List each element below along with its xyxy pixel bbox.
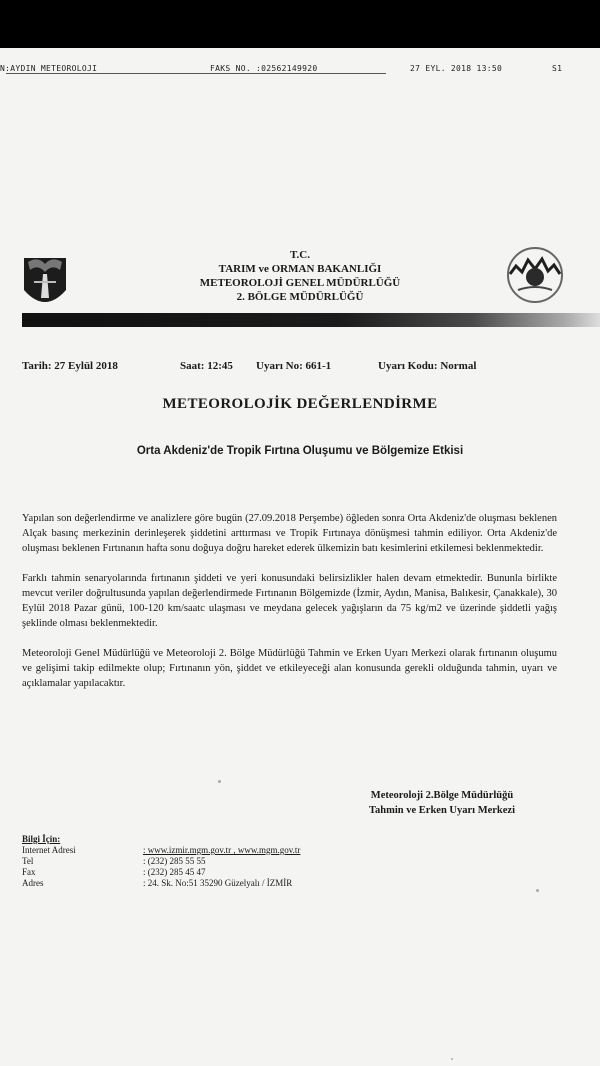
org-line-tc: T.C. [290,249,310,261]
document-body [22,511,557,706]
fax-number: FAKS NO. :02562149920 [210,64,318,73]
scan-speck [536,889,539,892]
scan-speck [451,1058,453,1060]
org-line-directorate: METEOROLOJİ GENEL MÜDÜRLÜĞÜ [199,277,401,289]
meta-warning-code: Uyarı Kodu: Normal [378,360,477,372]
contact-info-title: Bilgi İçin: [22,834,61,844]
contact-label: Adres [22,878,44,888]
fax-page: S1 [552,64,563,73]
org-line-ministry: TARIM ve ORMAN BAKANLIĞI [218,263,382,275]
header-band [22,313,600,327]
meteorology-logo-icon [504,244,566,306]
body-paragraph-1: Yapılan son değerlendirme ve analizlere göre bugün (27.09.2018 Perşembe) öğleden sonra Orta Akdeniz'de oluşması beklenen Alçak basınç merkezinin derinleşerek şiddetini arttırması ve Tropik Fırtınaya dönüşmesi tahmin ediliyor. Orta Akdeniz'de oluşması beklenen Fırtınanın hafta sonu doğuya doğru hareket ederek ülkemizin batı kesimlerini etkilemesi beklenmektedir. [22,513,557,554]
contact-row [22,845,582,856]
meta-date: Tarih: 27 Eylül 2018 [22,360,118,372]
document-title: METEOROLOJİK DEĞERLENDİRME [162,396,438,412]
contact-website[interactable]: : www.izmir.mgm.gov.tr , www.mgm.gov.tr [143,845,301,855]
fax-sender: N:AYDIN METEOROLOJI [0,64,98,73]
contact-label: Internet Adresi [22,845,76,855]
signature-block [342,788,542,818]
signature-line-1: Meteoroloji 2.Bölge Müdürlüğü [370,790,514,801]
fax-date-time: 27 EYL. 2018 13:50 [410,64,503,73]
contact-tel: : (232) 285 55 55 [143,856,206,866]
fax-document [0,48,600,1066]
contact-fax: : (232) 285 45 47 [143,867,206,877]
contact-address: : 24. Sk. No:51 35290 Güzelyalı / İZMİR [143,878,293,888]
contact-info [22,834,582,889]
fax-header [0,64,600,80]
fax-header-rule [6,73,386,74]
contact-label: Tel [22,856,34,866]
contact-label: Fax [22,867,36,877]
document-subtitle: Orta Akdeniz'de Tropik Fırtına Oluşumu ve Bölgemize Etkisi [136,445,464,457]
contact-row [22,867,582,878]
signature-line-2: Tahmin ve Erken Uyarı Merkezi [368,805,515,816]
body-paragraph-3: Meteoroloji Genel Müdürlüğü ve Meteoroloji 2. Bölge Müdürlüğü Tahmin ve Erken Uyarı Merkezi olarak fırtınanın oluşumu ve gelişimi takip edilmekte olup; Fırtınanın yön, şiddet ve etkileyeceği alan konusunda gerekli olduğunda tahmin, uyarı ve açıklamalar yapılacaktır. [22,648,557,689]
scan-speck [218,780,221,783]
contact-row [22,878,582,889]
contact-row [22,856,582,867]
ministry-logo-icon [22,252,68,312]
body-paragraph-2: Farklı tahmin senaryolarında fırtınanın şiddeti ve yeri konusundaki belirsizlikler halen devam etmektedir. Bununla birlikte mevcut veriler doğrultusunda yapılan değerlendirmede Fırtınanın Bölgemizde (İzmir, Aydın, Manisa, Balıkesir, Çanakkale), 30 Eylül 2018 Pazar günü, 100-120 km/saatc ulaşması ve meydana gelecek yağışların da 75 kg/m2 ve üzerinde şiddetli yağış şeklinde olması beklenmektedir. [22,573,557,629]
meta-time: Saat: 12:45 [180,360,233,372]
meta-warning-no: Uyarı No: 661-1 [256,360,332,372]
org-line-region: 2. BÖLGE MÜDÜRLÜĞÜ [236,291,364,303]
organization-heading [180,248,420,304]
